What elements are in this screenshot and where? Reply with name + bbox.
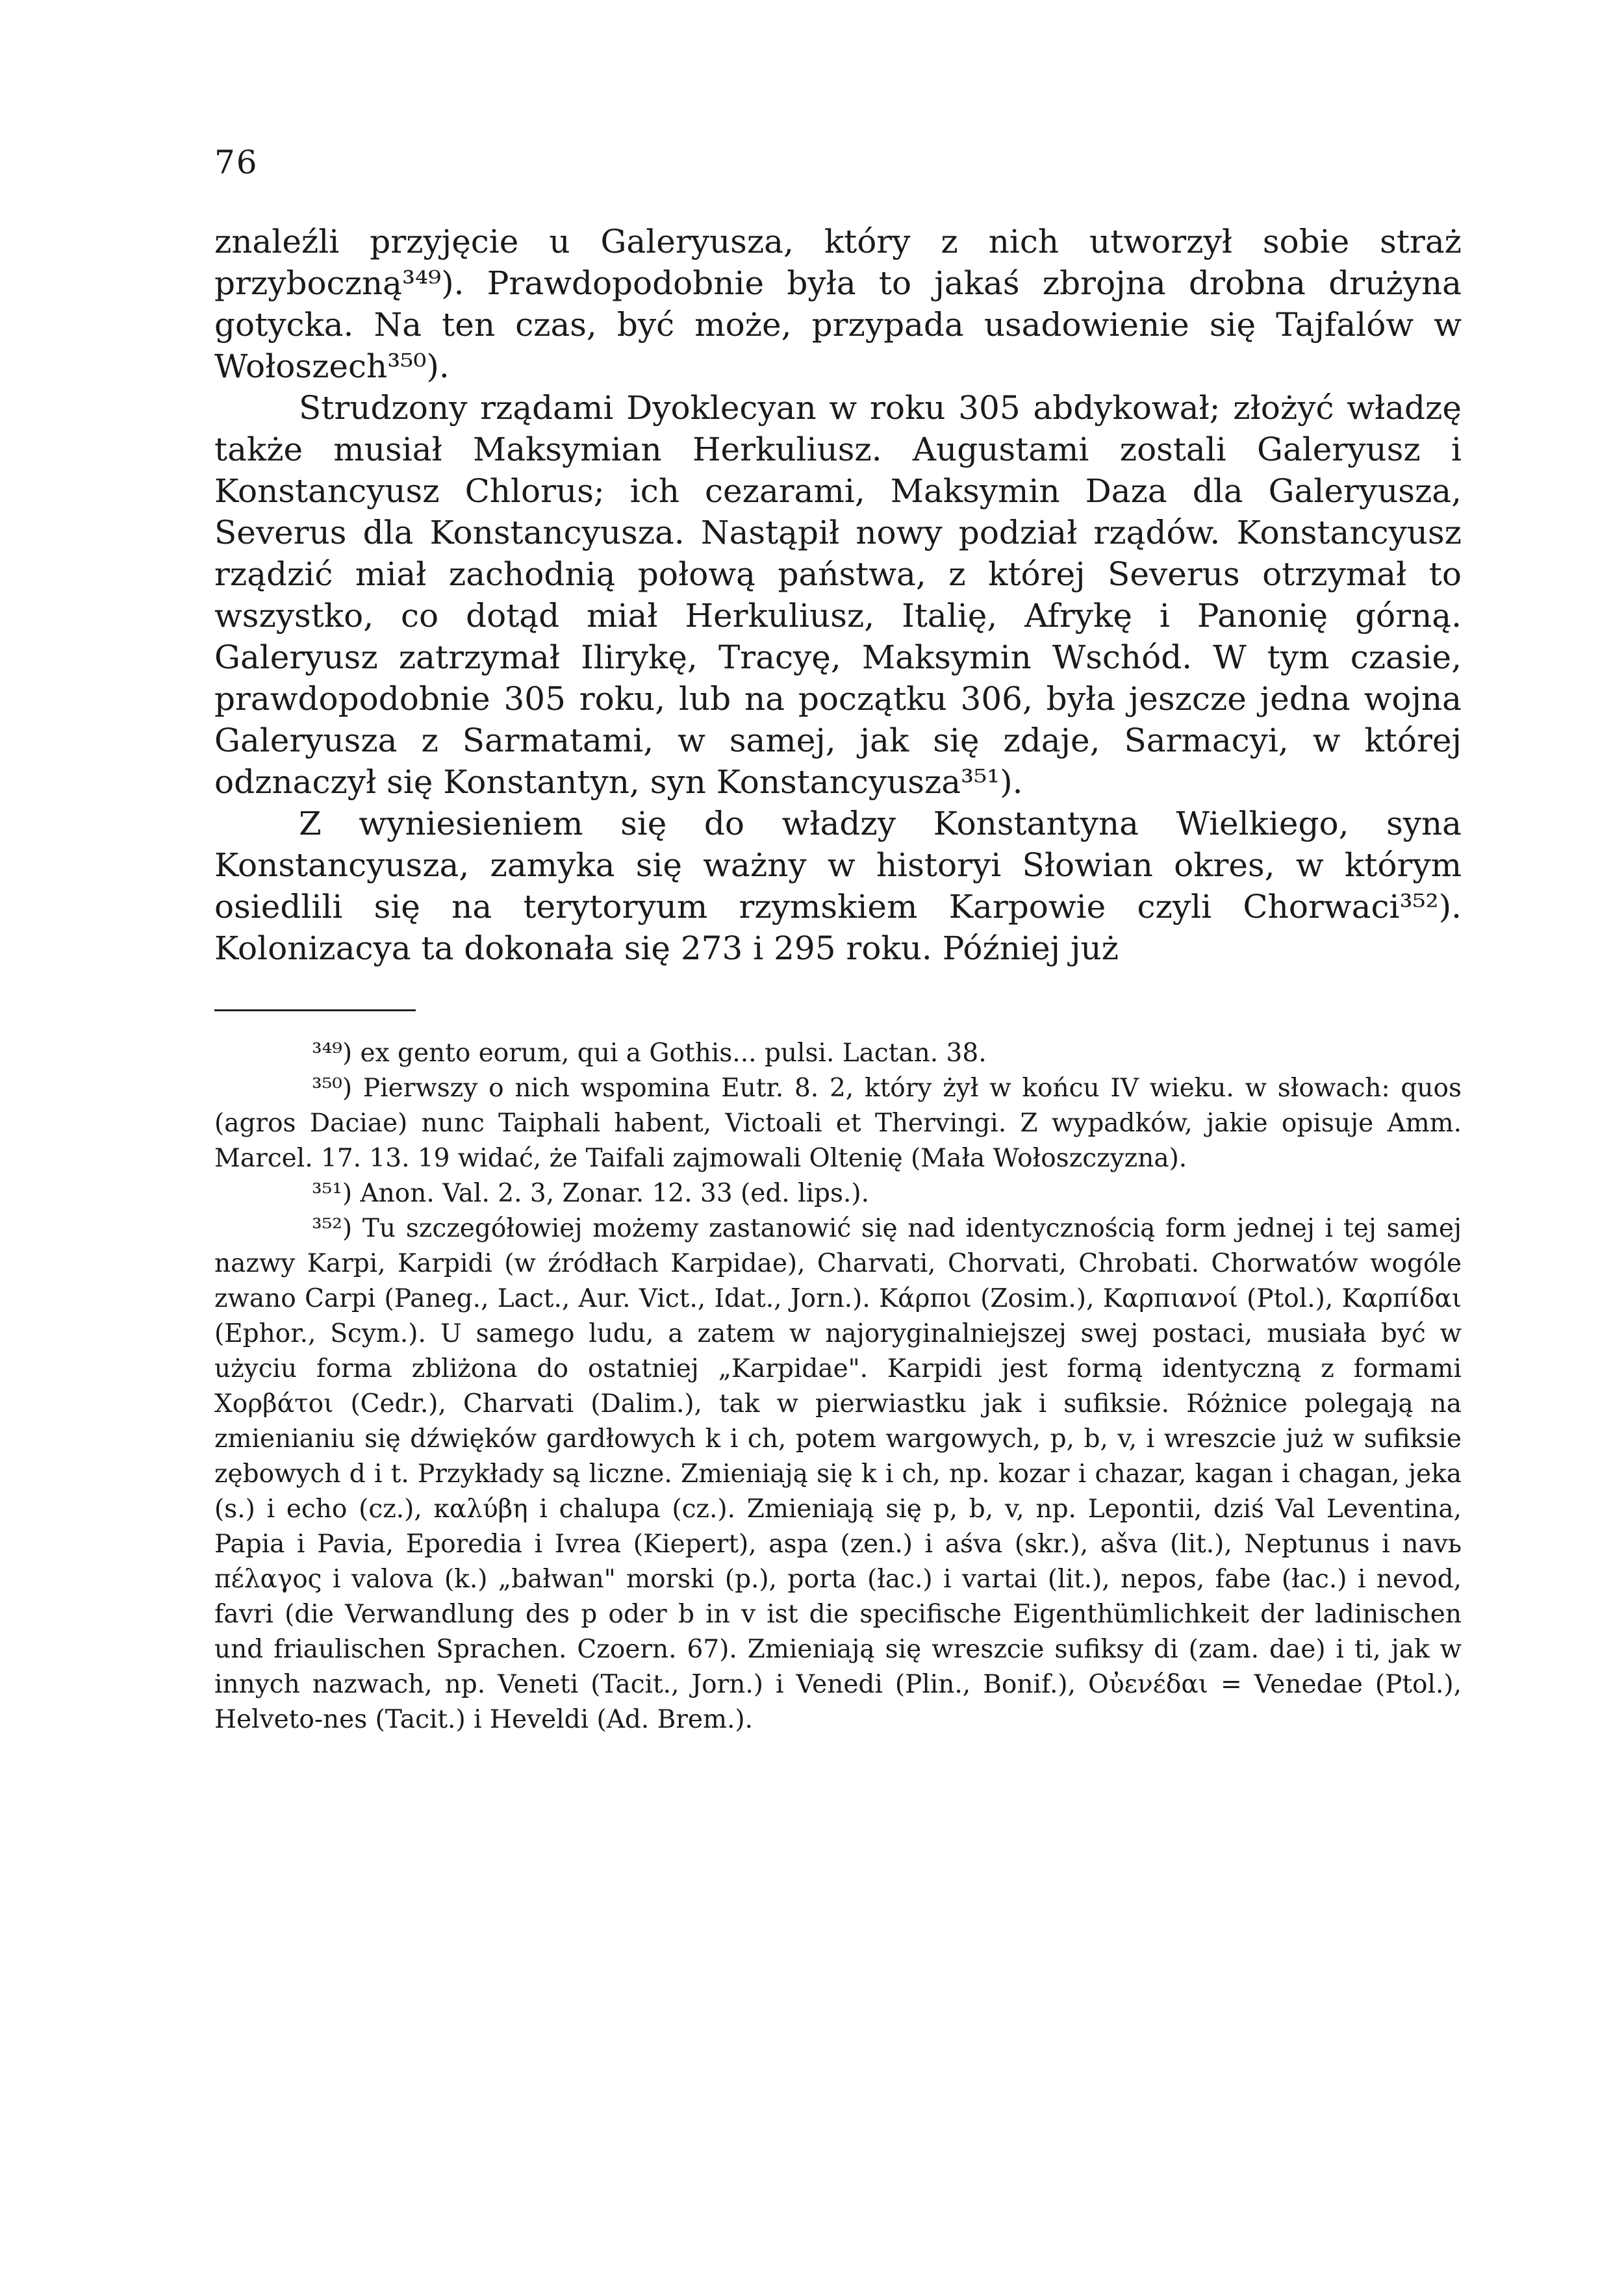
page-number: 76 [214,144,259,181]
footnote-350: ³⁵⁰) Pierwszy o nich wspomina Eutr. 8. 2, który żył w końcu IV wieku. w słowach: quos (agros Daciae) nunc Taiphali habent, Victoali et Thervingi. Z wypadków, jakie opisuje Amm. Marcel. 17. 13. 19 widać, że Taifali zajmowali Oltenię (Mała Wołoszczyzna). [214,1074,1462,1173]
document-page [214,143,1462,1737]
footnote-349: ³⁴⁹) ex gento eorum, qui a Gothis... pulsi. Lactan. 38. [312,1039,987,1068]
footnote-separator [214,1009,416,1011]
footnotes [214,1036,1462,1737]
main-text [214,221,1462,969]
paragraph-3: Z wyniesieniem się do władzy Konstantyna Wielkiego, syna Konstancyusza, zamyka się ważny w historyi Słowian okres, w którym osiedlili się na terytoryum rzymskiem Karpowie czyli Chorwaci³⁵²). Kolonizacya ta dokonała się 273 i 295 roku. Później już [214,805,1462,967]
paragraph-2: Strudzony rządami Dyoklecyan w roku 305 abdykował; złożyć władzę także musiał Maksymian Herkuliusz. Augustami zostali Galeryusz i Konstancyusz Chlorus; ich cezarami, Maksymin Daza dla Galeryusza, Severus dla Konstancyusza. Nastąpił nowy podział rządów. Konstancyusz rządzić miał zachodnią połową państwa, z której Severus otrzymał to wszystko, co dotąd miał Herkuliusz, Italię, Afrykę i Panonię górną. Galeryusz zatrzymał Ilirykę, Tracyę, Maksymin Wschód. W tym czasie, prawdopodobnie 305 roku, lub na początku 306, była jeszcze jedna wojna Galeryusza z Sarmatami, w samej, jak się zdaje, Sarmacyi, w której odznaczył się Konstantyn, syn Konstancyusza³⁵¹). [214,389,1462,801]
paragraph-1: znaleźli przyjęcie u Galeryusza, który z nich utworzył sobie straż przyboczną³⁴⁹). Prawdopodobnie była to jakaś zbrojna drobna drużyna gotycka. Na ten czas, być może, przypada usadowienie się Tajfalów w Wołoszech³⁵⁰). [214,223,1462,385]
footnote-352: ³⁵²) Tu szczegółowiej możemy zastanowić się nad identycznością form jednej i tej samej nazwy Karpi, Karpidi (w źródłach Karpidae), Charvati, Chorvati, Chrobati. Chorwatów wogóle zwano Carpi (Paneg., Lact., Aur. Vict., Idat., Jorn.). Κάρποι (Zosim.), Καρπιανοί (Ptol.), Καρπίδαι (Ephor., Scym.). U samego ludu, a zatem w najoryginalniejszej swej postaci, musiała być w użyciu forma zbliżona do ostatniej „Karpidae". Karpidi jest formą identyczną z formami Χορβάτοι (Cedr.), Charvati (Dalim.), tak w pierwiastku jak i sufiksie. Różnice polegają na zmienianiu się dźwięków gardłowych k i ch, potem wargowych, p, b, v, i wreszcie już w sufiksie zębowych d i t. Przykłady są liczne. Zmieniają się k i ch, np. kozar i chazar, kagan i chagan, jeka (s.) i echo (cz.), καλύβη i chalupa (cz.). Zmieniają się p, b, v, np. Lepontii, dziś Val Leventina, Papia i Pavia, Eporedia i Ivrea (Kiepert), aspa (zen.) i aśva (skr.), ašva (lit.), Neptunus i navь πέλαγος i valova (k.) „bałwan" morski (p.), porta (łac.) i vartai (lit.), nepos, fabe (łac.) i nevod, favri (die Verwandlung des p oder b in v ist die specifische Eigenthümlichkeit der ladinischen und friaulischen Sprachen. Czoern. 67). Zmieniają się wreszcie sufiksy di (zam. dae) i ti, jak w innych nazwach, np. Veneti (Tacit., Jorn.) i Venedi (Plin., Bonif.), Οὐενέδαι = Venedae (Ptol.), Helveto-nes (Tacit.) i Heveldi (Ad. Brem.). [214,1214,1462,1734]
footnote-351: ³⁵¹) Anon. Val. 2. 3, Zonar. 12. 33 (ed. lips.). [312,1179,870,1208]
